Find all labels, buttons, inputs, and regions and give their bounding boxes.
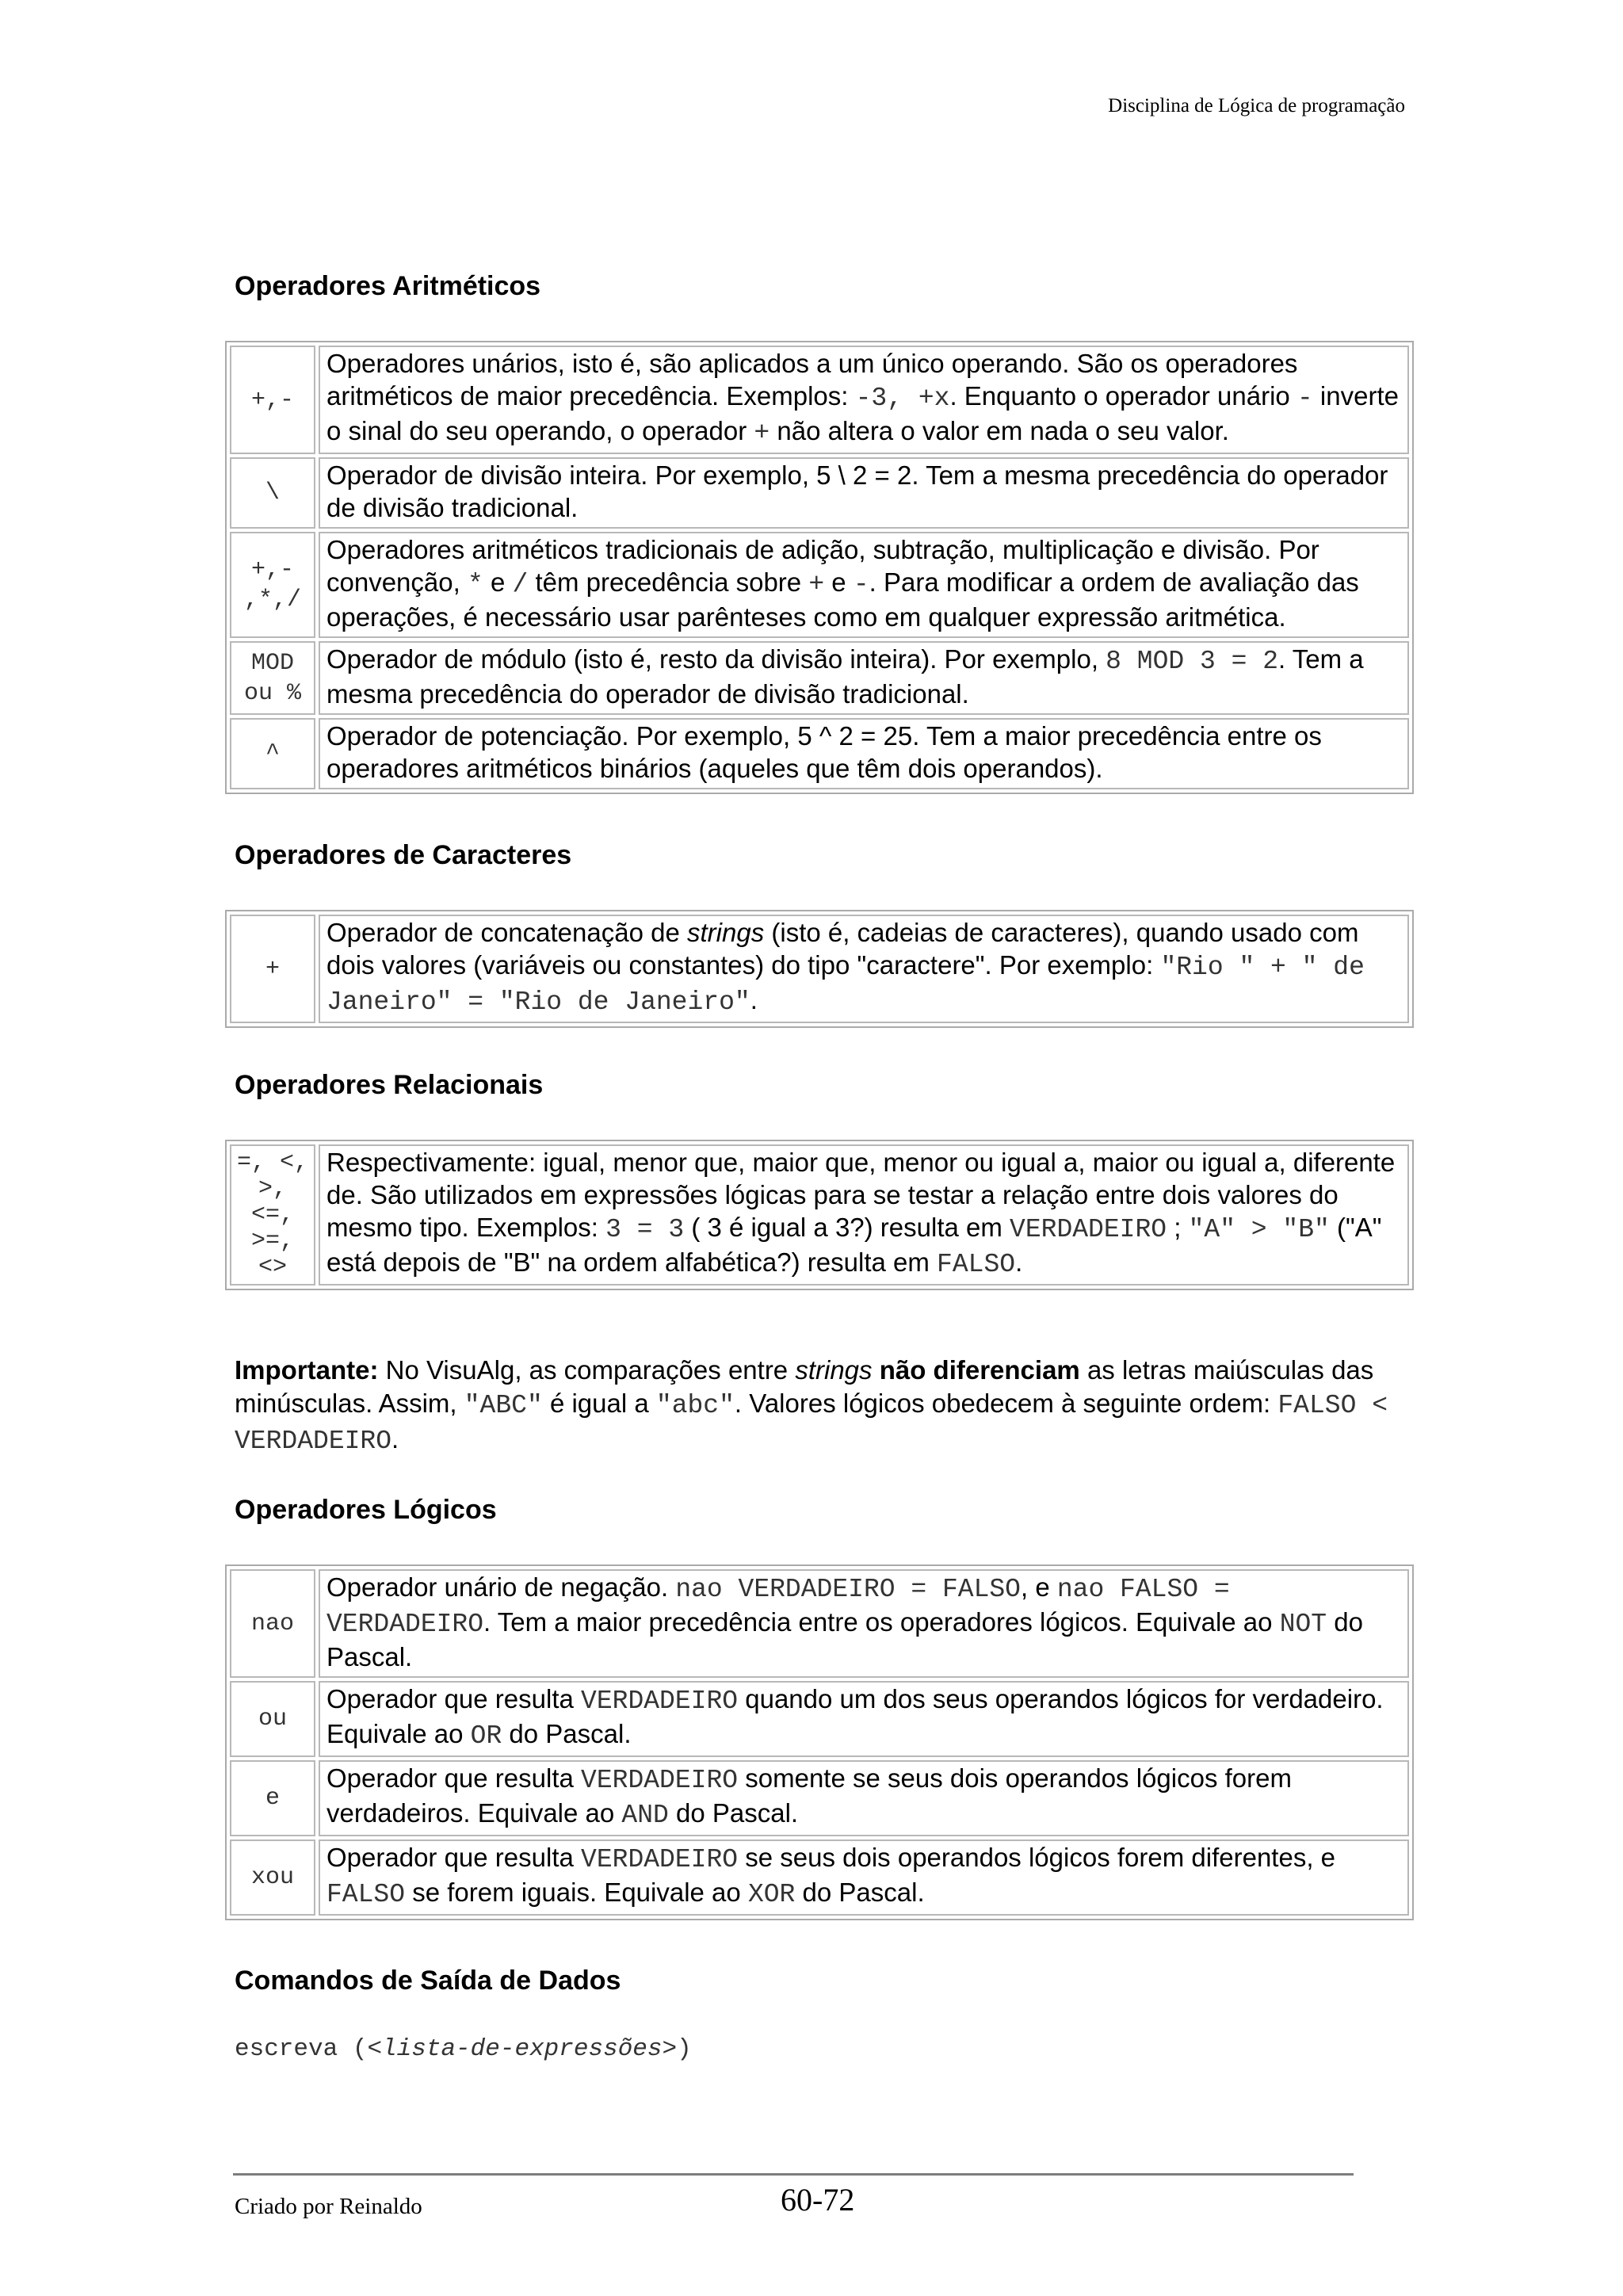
description-cell: Operadores unários, isto é, são aplicados a um único operando. São os operadores aritméticos de maior precedência. Exemplos: -3, +x. Enquanto o operador unário - inverte o sinal do seu operando, o operador + não altera o valor em nada o seu valor. — [319, 346, 1409, 454]
table-row — [230, 1569, 1409, 1678]
section-title-saida: Comandos de Saída de Dados — [235, 1966, 621, 1996]
footer-divider — [233, 2173, 1354, 2176]
operator-cell: \ — [230, 457, 315, 529]
page-number: 60-72 — [781, 2182, 855, 2218]
section-title-aritmeticos: Operadores Aritméticos — [235, 271, 541, 301]
description-cell: Operador de potenciação. Por exemplo, 5 ^ 2 = 25. Tem a maior precedência entre os operadores aritméticos binários (aqueles que têm dois operandos). — [319, 718, 1409, 789]
table-row — [230, 1144, 1409, 1286]
page-header: Disciplina de Lógica de programação — [1108, 95, 1405, 117]
operator-cell: +,- — [230, 346, 315, 454]
operator-cell: ^ — [230, 718, 315, 789]
code-example: escreva (<lista-de-expressões>) — [235, 2035, 692, 2063]
description-cell: Operador que resulta VERDADEIRO quando um dos seus operandos lógicos for verdadeiro. Equivale ao OR do Pascal. — [319, 1681, 1409, 1757]
importante-paragraph: Importante: No VisuAlg, as comparações entre strings não diferenciam as letras maiúsculas das minúsculas. Assim, "ABC" é igual a "abc". Valores lógicos obedecem à seguinte ordem: FALSO < VERDADEIRO. — [235, 1355, 1388, 1456]
operator-cell: xou — [230, 1839, 315, 1916]
table-relacionais — [225, 1140, 1414, 1290]
section-title-logicos: Operadores Lógicos — [235, 1495, 497, 1525]
table-row — [230, 1839, 1409, 1916]
section-title-caracteres: Operadores de Caracteres — [235, 840, 572, 870]
table-row — [230, 346, 1409, 454]
operator-cell: + — [230, 915, 315, 1023]
description-cell: Operador que resulta VERDADEIRO se seus dois operandos lógicos forem diferentes, e FALSO se forem iguais. Equivale ao XOR do Pascal. — [319, 1839, 1409, 1916]
section-title-relacionais: Operadores Relacionais — [235, 1070, 544, 1100]
operator-cell: e — [230, 1760, 315, 1836]
operator-cell: =, <, >, <=, >=, <> — [230, 1144, 315, 1286]
table-row — [230, 457, 1409, 529]
description-cell: Operadores aritméticos tradicionais de adição, subtração, multiplicação e divisão. Por convenção, * e / têm precedência sobre + e -. Para modificar a ordem de avaliação das operações, é necessário usar parênteses como em qualquer expressão aritmética. — [319, 532, 1409, 638]
operator-cell: +,- ,*,/ — [230, 532, 315, 638]
operator-cell: MOD ou % — [230, 641, 315, 715]
table-row — [230, 641, 1409, 715]
footer-author: Criado por Reinaldo — [235, 2194, 422, 2219]
description-cell: Respectivamente: igual, menor que, maior que, menor ou igual a, maior ou igual a, diferente de. São utilizados em expressões lógicas para se testar a relação entre dois valores do mesmo tipo. Exemplos: 3 = 3 ( 3 é igual a 3?) resulta em VERDADEIRO ; "A" > "B" ("A" está depois de "B" na ordem alfabética?) resulta em FALSO. — [319, 1144, 1409, 1286]
description-cell: Operador que resulta VERDADEIRO somente se seus dois operandos lógicos forem verdadeiros. Equivale ao AND do Pascal. — [319, 1760, 1409, 1836]
table-logicos — [225, 1564, 1414, 1920]
table-row — [230, 718, 1409, 789]
table-row — [230, 1760, 1409, 1836]
description-cell: Operador de divisão inteira. Por exemplo, 5 \ 2 = 2. Tem a mesma precedência do operador de divisão tradicional. — [319, 457, 1409, 529]
operator-cell: ou — [230, 1681, 315, 1757]
table-row — [230, 532, 1409, 638]
description-cell: Operador de concatenação de strings (isto é, cadeias de caracteres), quando usado com dois valores (variáveis ou constantes) do tipo "caractere". Por exemplo: "Rio " + " de Janeiro" = "Rio de Janeiro". — [319, 915, 1409, 1023]
table-caracteres — [225, 910, 1414, 1028]
description-cell: Operador de módulo (isto é, resto da divisão inteira). Por exemplo, 8 MOD 3 = 2. Tem a mesma precedência do operador de divisão tradicional. — [319, 641, 1409, 715]
description-cell: Operador unário de negação. nao VERDADEIRO = FALSO, e nao FALSO = VERDADEIRO. Tem a maior precedência entre os operadores lógicos. Equivale ao NOT do Pascal. — [319, 1569, 1409, 1678]
table-row — [230, 1681, 1409, 1757]
table-row — [230, 915, 1409, 1023]
operator-cell: nao — [230, 1569, 315, 1678]
table-aritmeticos — [225, 341, 1414, 794]
